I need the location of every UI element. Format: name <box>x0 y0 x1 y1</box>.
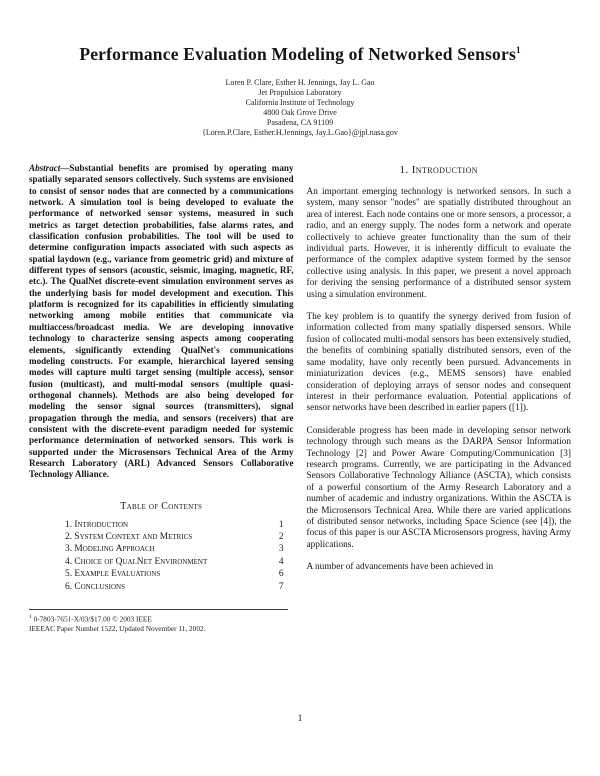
toc-entry <box>65 556 284 568</box>
footnote-line1 <box>29 613 294 624</box>
author-institution: California Institute of Technology <box>245 98 355 107</box>
author-email: {Loren.P.Clare, Esther.H.Jennings, Jay.L.Gao}@jpl.nasa.gov <box>202 128 398 137</box>
footnote-copyright-text: 0-7803-7651-X/03/$17.00 © 2003 IEEE <box>33 614 152 624</box>
footnote-divider <box>29 609 288 610</box>
toc-entry-page: 6 <box>278 569 284 580</box>
footnote-line2: IEEEAC Paper Number 1522, Updated November 11, 2002. <box>29 623 206 633</box>
toc-entry <box>65 568 284 580</box>
toc-heading: Table of Contents <box>120 500 203 512</box>
toc-entry <box>65 543 284 555</box>
author-address-line2: Pasadena, CA 91109 <box>266 118 334 127</box>
abstract-label: Abstract— <box>29 163 70 173</box>
toc-entry-label: 6. Conclusions <box>65 581 125 592</box>
copyright-footnote <box>29 609 294 633</box>
right-column <box>307 163 572 633</box>
toc-entry-page: 2 <box>278 532 284 543</box>
author-affiliation: Jet Propulsion Laboratory <box>258 88 342 97</box>
toc-entry <box>65 519 284 531</box>
toc-entry <box>65 581 284 593</box>
intro-paragraph-2: The key problem is to quantify the synergy derived from fusion of information collected from many spatially dispersed sensors. While fusion of collocated multi-modal sensors has been extensively studied, the benefits of combining spatially distributed sensors, even of the same modality, have only recently been pursued. Advancements in miniaturization devices (e.g., MEMS sensors) have enabled consideration of deploying arrays of sensor nodes and consequent interest in their performance evaluation. Potential applications of sensor networks have been described in earlier papers ([1]). <box>306 312 571 414</box>
toc-entry-label: 3. Modeling Approach <box>65 544 155 555</box>
author-address-line1: 4800 Oak Grove Drive <box>263 108 337 117</box>
author-block <box>0 78 600 138</box>
paper-title-text: Performance Evaluation Modeling of Networked Sensors <box>79 44 516 64</box>
paper-title <box>0 44 600 65</box>
intro-paragraph-3: Considerable progress has been made in developing sensor network technology through such means as the DARPA Sensor Information Technology [2] and Power Aware Computing/Communication [3] research programs. Currently, we are participating in the Advanced Sensors Collaborative Technology Alliance (ASCTA), which consists of a powerful consortium of the Army Research Laboratory and a number of academic and industry organizations. Within the ASCTA is the Microsensors Technical Area. While there are varied applications of distributed sensor networks, including Space Science (see [4]), the focus of this paper is our ASCTA Microsensors progress, having Army applications. <box>306 425 571 550</box>
toc-entry-page: 1 <box>278 519 284 530</box>
abstract-text: Substantial benefits are promised by operating many spatially separated sensors collectively. Such systems are envisioned to consist of sensor nodes that are connected by a communications network. A simulation tool is being developed to evaluate the performance of networked sensor systems, measured in such metrics as target detection probabilities, false alarms rates, and classification confusion probabilities. The tool will be used to determine configuration impacts associated with such aspects as spatial laydown (e.g., variance from geometric grid) and mixture of different types of sensors (acoustic, seismic, imaging, magnetic, RF, etc.). The QualNet discrete-event simulation environment serves as the underlying basis for model development and execution. This platform is recognized for its capabilities in efficiently simulating networking among mobile entities that communicate via multiaccess/broadcast media. We are developing innovative technology to characterize sensing aspects among cooperating elements, significantly extending QualNet's communications modeling constructs. For example, hierarchical layered sensing modes will capture multi target sensing (multiple access), sensor fusion (multicast), and multi-modal sensors (multiple quasi-orthogonal channels). Methods are also being developed for modeling the sensor signal sources (transmitters), signal propagation through the media, and sensors (receivers) that are consistent with the discrete-event paradigm needed for systemic performance determination of networked sensors. This work is supported under the Microsensors Technical Area of the Army Research Laboratory (ARL) Advanced Sensors Collaborative Technology Alliance. <box>29 163 294 480</box>
toc-entry-label: 1. Introduction <box>65 519 129 530</box>
page-number: 1 <box>297 714 303 724</box>
intro-paragraph-1: An important emerging technology is networked sensors. In such a system, many sensor "nodes" are spatially distributed throughout an area of interest. Each node contains one or more sensors, a processor, a radio, and an energy supply. The nodes form a network and operate collectively to achieve greater functionality than the sum of their individual parts. However, it is inherently difficult to evaluate the performance of the complex adaptive system formed by the sensor collective using analysis. In this paper, we present a novel approach for deriving the sensing performance of a distributed sensor system using a simulation environment. <box>306 187 571 300</box>
toc-entry-page: 4 <box>278 556 284 567</box>
two-column-body <box>0 163 600 633</box>
abstract-paragraph <box>29 163 294 481</box>
toc-entry-label: 4. Choice of QualNet Environment <box>65 556 208 567</box>
intro-paragraph-4: A number of advancements have been achieved in <box>306 562 494 573</box>
footnote-mark: 1 <box>29 614 32 621</box>
table-of-contents <box>29 501 294 593</box>
toc-entry-label: 5. Example Evaluations <box>65 569 161 580</box>
toc-entry-page: 3 <box>278 544 284 555</box>
left-column <box>29 163 294 633</box>
toc-entry-page: 7 <box>278 581 284 592</box>
title-footnote-mark: 1 <box>515 45 521 56</box>
toc-entry <box>65 531 284 543</box>
toc-list <box>65 519 284 593</box>
toc-entry-label: 2. System Context and Metrics <box>65 532 193 543</box>
author-names: Loren P. Clare, Esther H. Jennings, Jay L. Gao <box>225 78 375 87</box>
section-heading-introduction: 1. Introduction <box>399 164 478 176</box>
